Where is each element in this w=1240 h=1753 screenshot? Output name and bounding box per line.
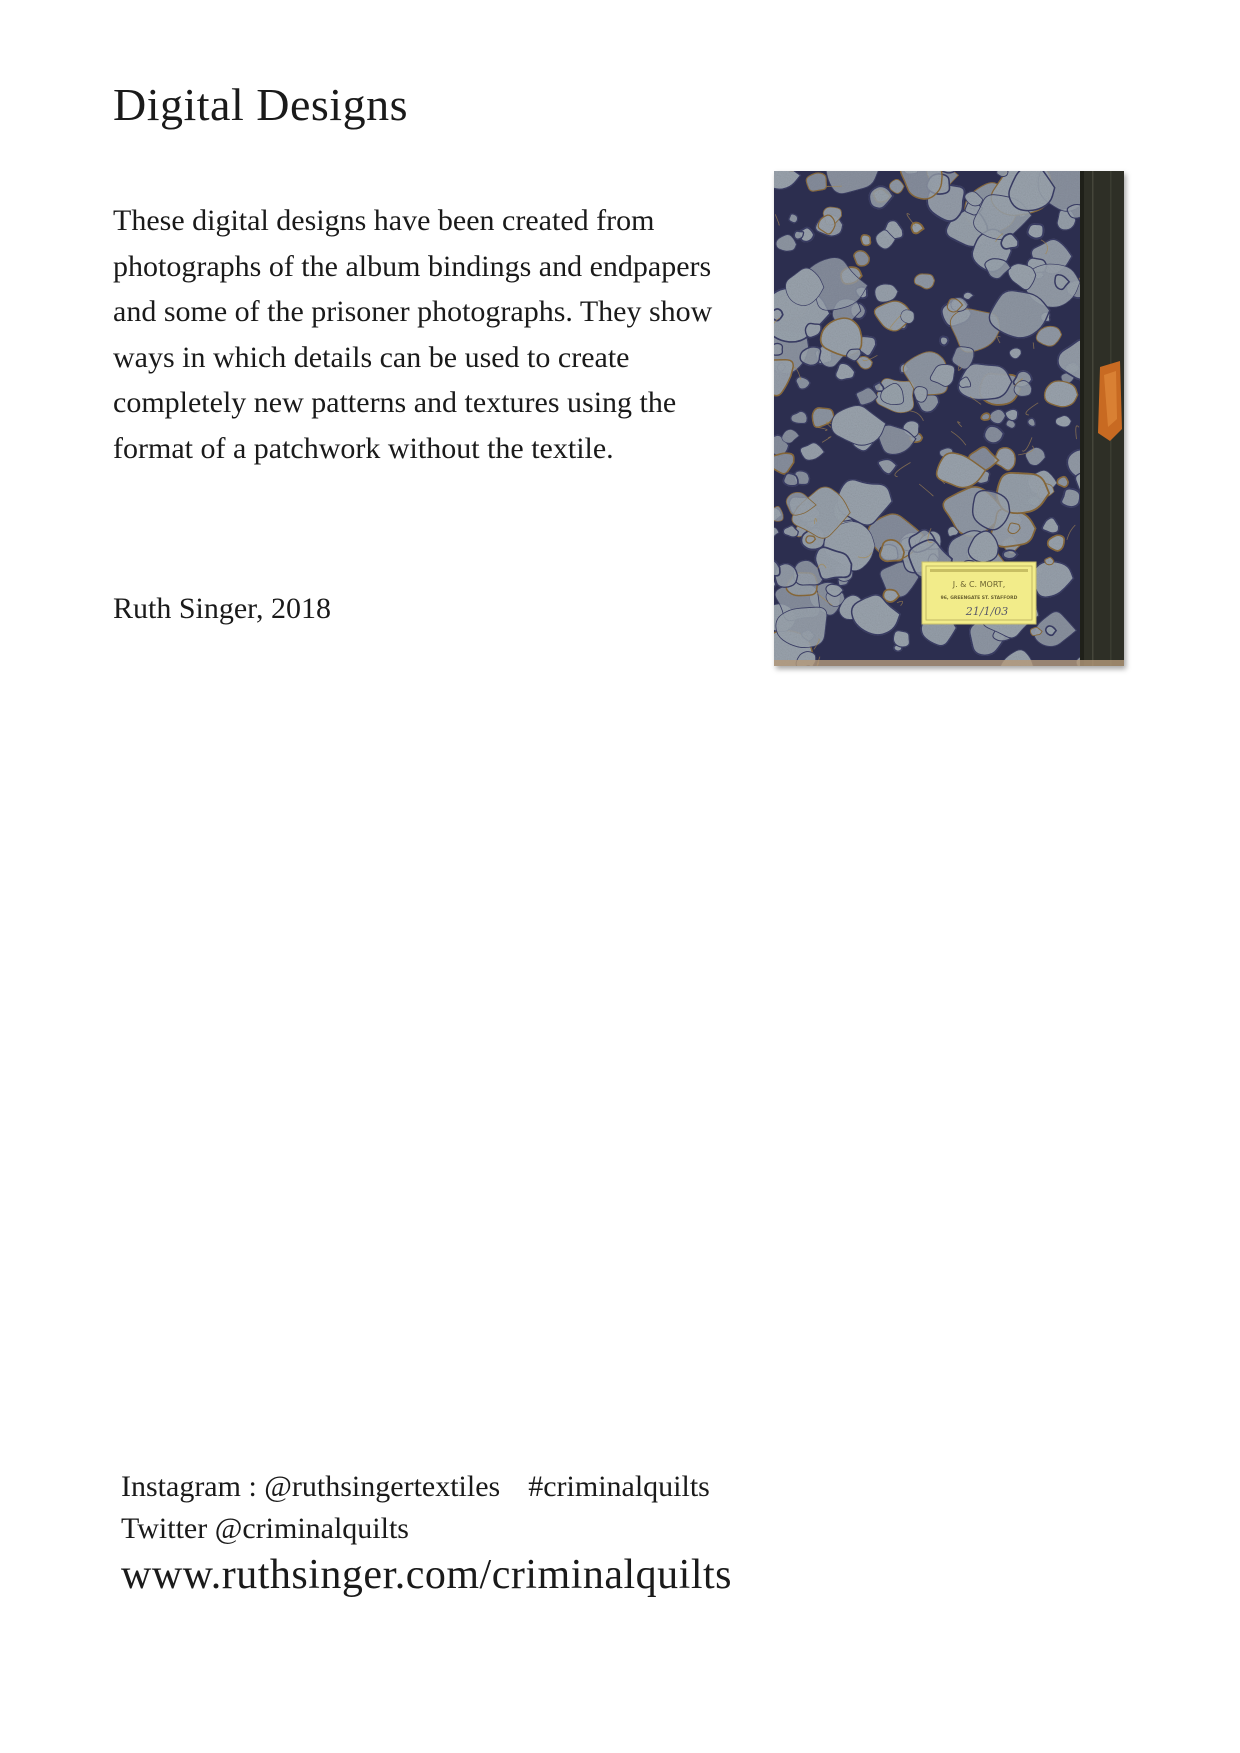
- label-handwritten: 21/1/03: [965, 605, 1009, 618]
- instagram-label: Instagram :: [121, 1470, 265, 1503]
- marble-cell: [1061, 489, 1080, 507]
- footer-contacts: [121, 1466, 732, 1602]
- intro-paragraph: These digital designs have been created from photographs of the album bindings and endpapers and some of the prisoner photographs. They show ways in which details can be used to create completely new patterns and textures using the format of a patchwork without the textile.: [113, 204, 713, 465]
- author-credit: Ruth Singer, 2018: [113, 592, 331, 625]
- marble-cell: [783, 473, 798, 486]
- website-link[interactable]: www.ruthsinger.com/criminalquilts: [121, 1552, 733, 1598]
- marble-vein: [827, 186, 842, 187]
- marble-cell: [940, 337, 948, 346]
- marble-cell: [981, 413, 990, 420]
- marble-cell: [774, 343, 782, 355]
- twitter-label: Twitter: [121, 1512, 215, 1545]
- marble-cell: [893, 631, 909, 647]
- instagram-line: [121, 1466, 732, 1508]
- album-cover-photo: [774, 171, 1124, 666]
- marble-cell: [1057, 477, 1068, 487]
- marble-cell: [1028, 418, 1036, 426]
- marble-cell: [1014, 381, 1032, 397]
- marble-cell: [1045, 381, 1078, 407]
- hashtag[interactable]: #criminalquilts: [528, 1470, 710, 1503]
- page-title: Digital Designs: [113, 79, 408, 130]
- marble-cell: [1003, 550, 1017, 559]
- marble-cell: [861, 235, 870, 245]
- marbled-cover-image: [774, 171, 1124, 666]
- marble-cell: [1045, 557, 1054, 564]
- marble-cell: [794, 231, 803, 239]
- instagram-handle[interactable]: @ruthsingertextiles: [264, 1470, 501, 1503]
- marble-cell: [789, 214, 798, 223]
- twitter-handle[interactable]: @criminalquilts: [214, 1512, 409, 1545]
- label-line2: 96, GREENGATE ST. STAFFORD: [940, 596, 1018, 601]
- bookseller-label: [922, 562, 1036, 624]
- twitter-line: [121, 1508, 732, 1550]
- label-line1: J. & C. MORT,: [952, 580, 1006, 589]
- marble-cell: [1028, 224, 1044, 238]
- marble-cell: [806, 173, 826, 191]
